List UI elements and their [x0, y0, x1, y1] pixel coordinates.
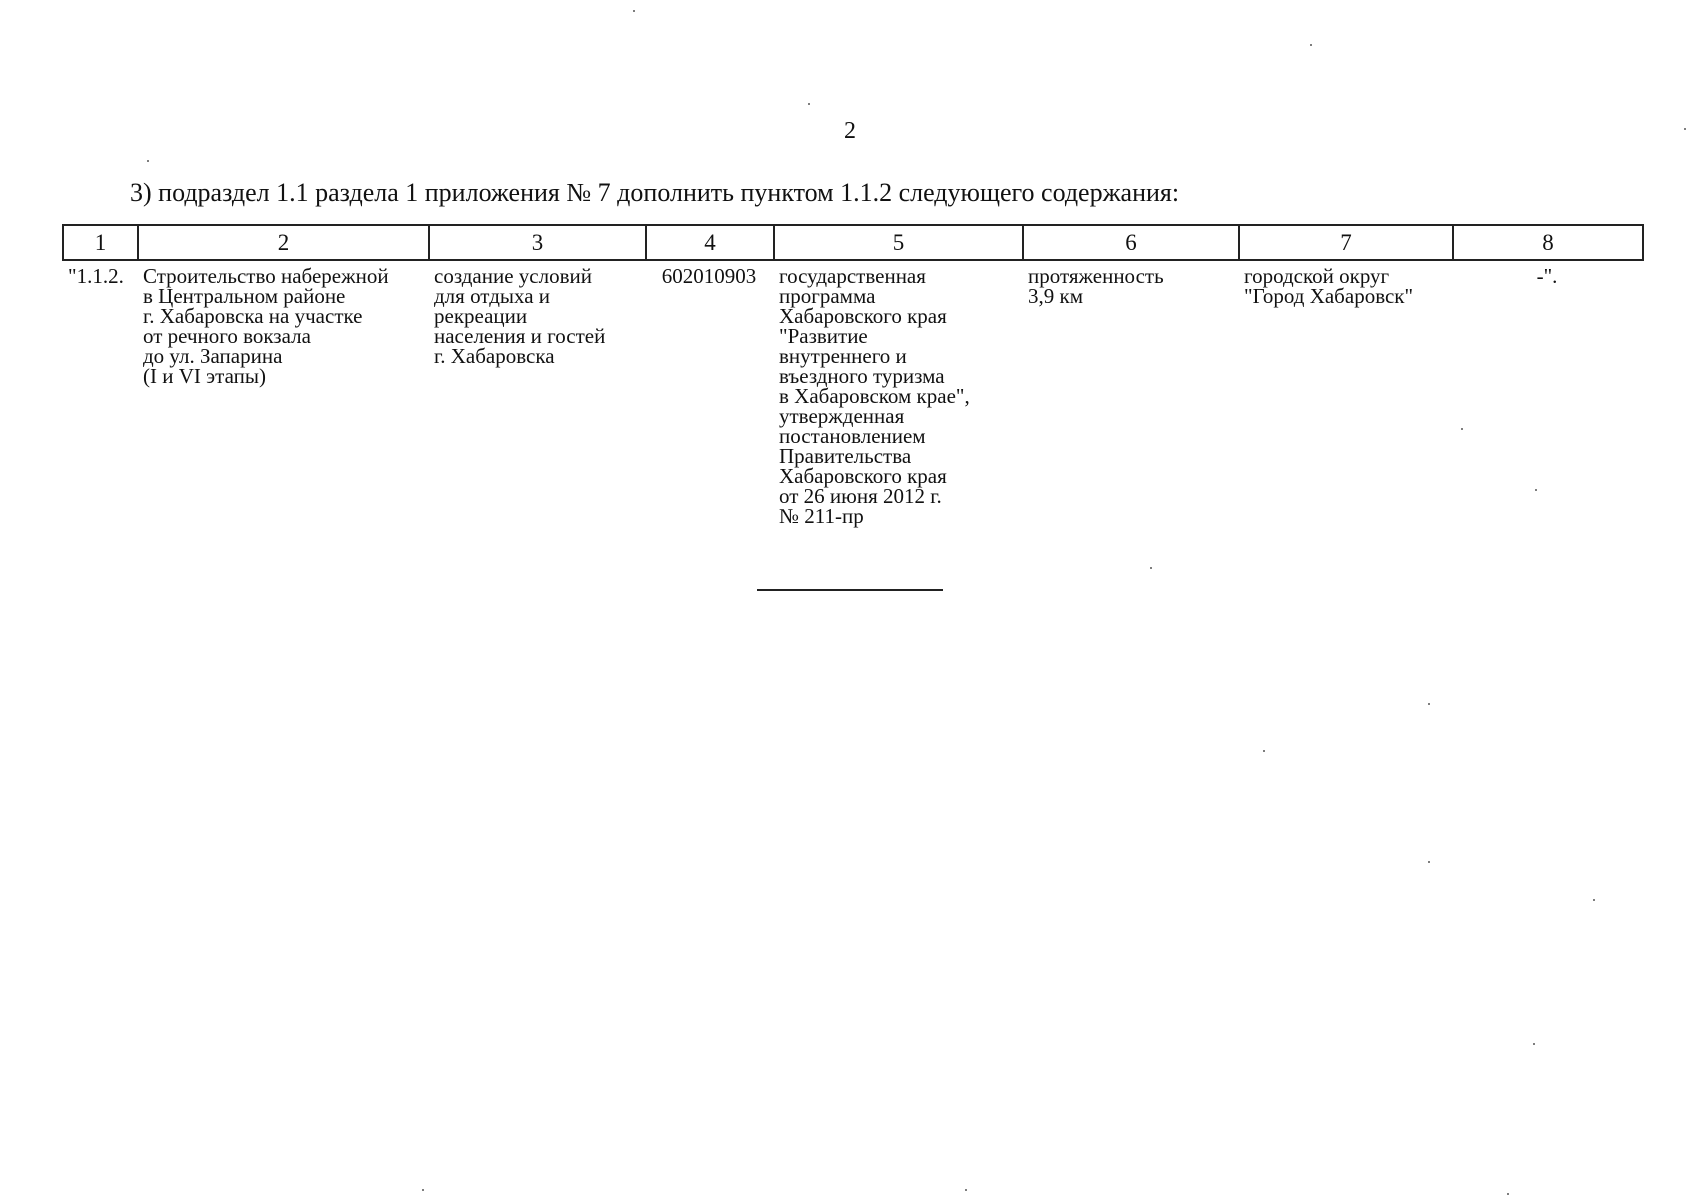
closing-quote-mark: -". — [1536, 264, 1558, 288]
column-number-4: 4 — [646, 225, 774, 260]
item-number: "1.1.2. — [68, 264, 124, 288]
scan-speck — [422, 1189, 424, 1191]
program-line: въездного туризма — [779, 364, 945, 388]
scan-speck — [1507, 1193, 1509, 1195]
purpose-line: рекреации — [434, 304, 528, 328]
program-line: утвержденная — [779, 404, 905, 428]
column-number-1: 1 — [63, 225, 138, 260]
location-line: "Город Хабаровск" — [1244, 284, 1414, 308]
column-number-6: 6 — [1023, 225, 1239, 260]
column-number-3: 3 — [429, 225, 646, 260]
end-of-text-rule — [757, 589, 943, 591]
purpose-cell — [428, 266, 645, 526]
object-name-line: (I и VI этапы) — [143, 364, 266, 388]
program-line: Хабаровского края — [779, 464, 947, 488]
purpose-line: населения и гостей — [434, 324, 606, 348]
program-line: внутреннего и — [779, 344, 907, 368]
column-8-cell — [1452, 266, 1642, 526]
column-number-2: 2 — [138, 225, 429, 260]
scan-speck — [1428, 861, 1430, 863]
purpose-line: г. Хабаровска — [434, 344, 555, 368]
scan-speck — [1533, 1043, 1535, 1045]
purpose-line: создание условий — [434, 264, 592, 288]
program-line: № 211-пр — [779, 504, 864, 528]
program-line: государственная — [779, 264, 926, 288]
purpose-line: для отдыха и — [434, 284, 551, 308]
program-line: в Хабаровском крае", — [779, 384, 970, 408]
program-line: программа — [779, 284, 876, 308]
scan-speck — [1593, 899, 1595, 901]
code-cell — [645, 266, 773, 526]
object-name-line: г. Хабаровска на участке — [143, 304, 363, 328]
table-row — [62, 266, 1642, 526]
program-line: "Развитие — [779, 324, 868, 348]
location-cell — [1238, 266, 1452, 526]
object-name-line: Строительство набережной — [143, 264, 389, 288]
location-line: городской округ — [1244, 264, 1390, 288]
capacity-line: 3,9 км — [1028, 284, 1083, 308]
object-name-line: до ул. Запарина — [143, 344, 283, 368]
program-line: Правительства — [779, 444, 912, 468]
scan-speck — [1150, 567, 1152, 569]
column-number-8: 8 — [1453, 225, 1643, 260]
object-code: 602010903 — [661, 264, 757, 288]
scan-speck — [1310, 44, 1312, 46]
scan-speck — [1461, 428, 1463, 430]
capacity-line: протяженность — [1028, 264, 1164, 288]
object-name-cell — [137, 266, 428, 526]
column-number-5: 5 — [774, 225, 1023, 260]
amendment-intro-text: 3) подраздел 1.1 раздела 1 приложения № 7 дополнить пунктом 1.1.2 следующего содержания: — [130, 178, 1180, 207]
scan-speck — [1684, 128, 1686, 130]
scan-speck — [633, 10, 635, 12]
object-name-line: от речного вокзала — [143, 324, 311, 348]
scan-speck — [1263, 750, 1265, 752]
program-cell — [773, 266, 1022, 526]
object-name-line: в Центральном районе — [143, 284, 346, 308]
capacity-cell — [1022, 266, 1238, 526]
item-number-cell — [62, 266, 137, 526]
scan-speck — [147, 160, 149, 162]
program-line: от 26 июня 2012 г. — [779, 484, 942, 508]
scan-speck — [808, 103, 810, 105]
page-number: 2 — [844, 118, 856, 144]
program-line: Хабаровского края — [779, 304, 947, 328]
scan-speck — [1428, 703, 1430, 705]
column-number-7: 7 — [1239, 225, 1453, 260]
scan-speck — [965, 1189, 967, 1191]
program-line: постановлением — [779, 424, 926, 448]
column-number-header — [62, 224, 1644, 261]
scan-speck — [1535, 489, 1537, 491]
